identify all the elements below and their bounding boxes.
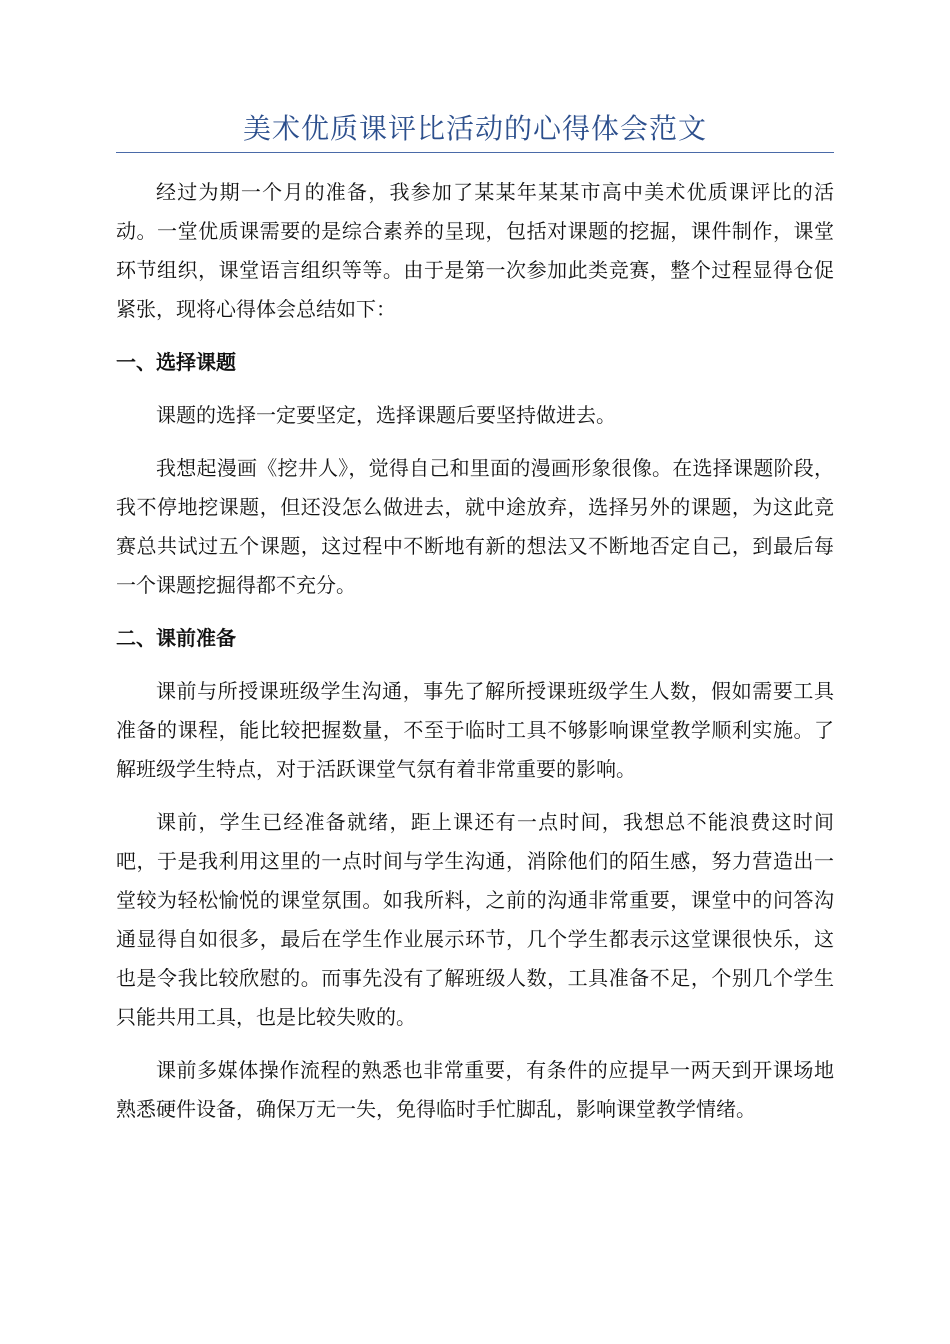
section-2-paragraph-2: 课前，学生已经准备就绪，距上课还有一点时间，我想总不能浪费这时间吧，于是我利用这里的一点时间与学生沟通，消除他们的陌生感，努力营造出一堂较为轻松愉悦的课堂氛围。如我所料，之前的沟通非常重要，课堂中的问答沟通显得自如很多，最后在学生作业展示环节，几个学生都表示这堂课很快乐，这也是令我比较欣慰的。而事先没有了解班级人数，工具准备不足，个别几个学生只能共用工具，也是比较失败的。	[116, 810, 834, 1029]
section-1-paragraph-2: 我想起漫画《挖井人》，觉得自己和里面的漫画形象很像。在选择课题阶段，我不停地挖课题，但还没怎么做进去，就中途放弃，选择另外的课题，为这此竞赛总共试过五个课题，这过程中不断地有新的想法又不断地否定自己，到最后每一个课题挖掘得都不充分。	[116, 456, 834, 597]
document-title: 美术优质课评比活动的心得体会范文	[242, 112, 707, 145]
document-page	[116, 108, 834, 1129]
title-underline	[116, 152, 834, 153]
section-heading-preparation: 二、课前准备	[116, 626, 236, 650]
section-1-paragraph-1: 课题的选择一定要坚定，选择课题后要坚持做进去。	[156, 403, 616, 427]
section-heading-choose-topic: 一、选择课题	[116, 350, 236, 374]
section-2-paragraph-1: 课前与所授课班级学生沟通，事先了解所授课班级学生人数，假如需要工具准备的课程，能比较把握数量，不至于临时工具不够影响课堂教学顺利实施。了解班级学生特点，对于活跃课堂气氛有着非常重要的影响。	[116, 679, 834, 781]
intro-paragraph: 经过为期一个月的准备，我参加了某某年某某市高中美术优质课评比的活动。一堂优质课需要的是综合素养的呈现，包括对课题的挖掘，课件制作，课堂环节组织，课堂语言组织等等。由于是第一次参加此类竞赛，整个过程显得仓促紧张，现将心得体会总结如下：	[116, 180, 834, 321]
section-2-paragraph-3: 课前多媒体操作流程的熟悉也非常重要，有条件的应提早一两天到开课场地熟悉硬件设备，确保万无一失，免得临时手忙脚乱，影响课堂教学情绪。	[116, 1058, 834, 1121]
